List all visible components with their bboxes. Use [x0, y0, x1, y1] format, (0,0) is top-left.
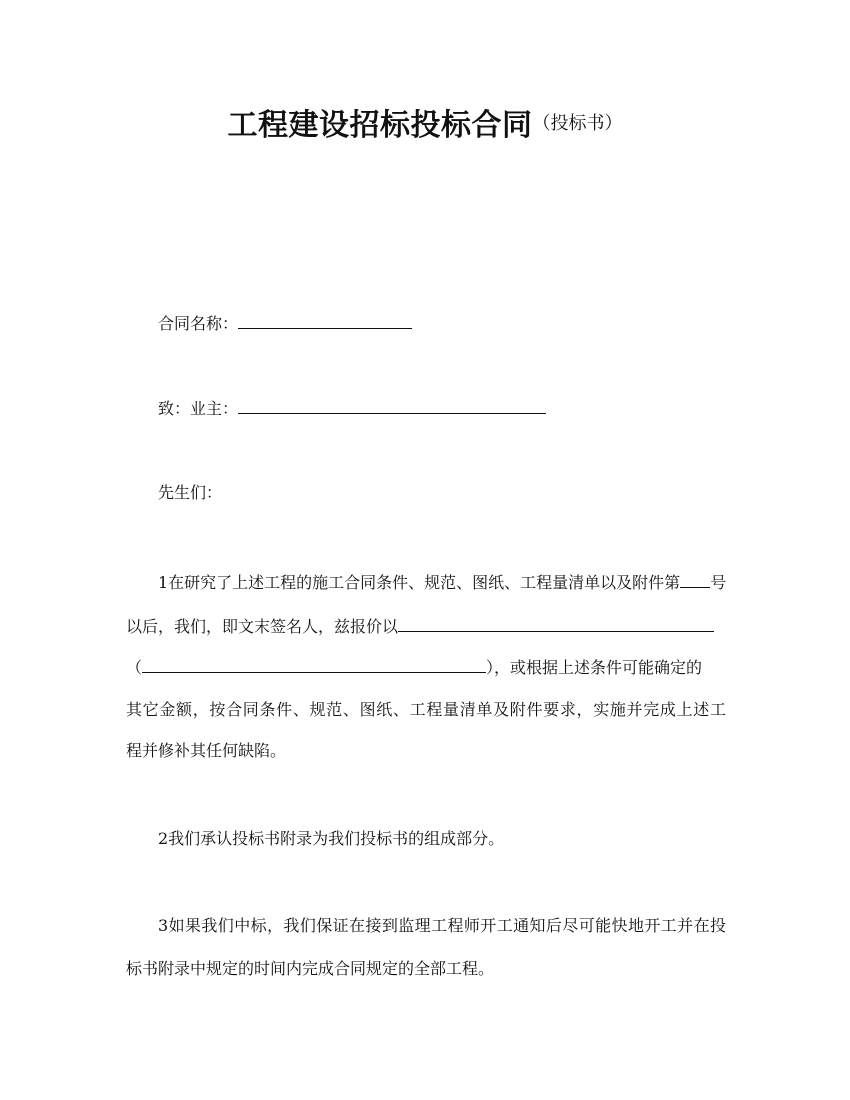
- document-subtitle: （投标书）: [532, 113, 623, 134]
- owner-line: [158, 397, 758, 419]
- owner-label: 致：业主：: [158, 399, 239, 418]
- attachment-number-blank: [680, 571, 710, 588]
- para3-line1: 3如果我们中标，我们保证在接到监理工程师开工通知后尽可能快地开工并在投: [158, 916, 726, 935]
- contract-name-line: [158, 312, 758, 334]
- price-blank: [398, 615, 714, 632]
- para1-line1: [158, 571, 758, 593]
- para1-line4: 其它金额，按合同条件、规范、图纸、工程量清单及附件要求，实施并完成上述工: [126, 700, 726, 719]
- para1-line1-tail: 号: [710, 573, 727, 592]
- price-words-blank: [142, 656, 486, 673]
- para1-line3-open: （: [126, 658, 143, 677]
- para1-line5: 程并修补其任何缺陷。: [126, 741, 287, 760]
- para1-line3: [126, 656, 726, 678]
- para3-line2: 标书附录中规定的时间内完成合同规定的全部工程。: [126, 959, 495, 978]
- contract-name-blank: [238, 312, 412, 329]
- para1-line1-text: 1在研究了上述工程的施工合同条件、规范、图纸、工程量清单以及附件第: [158, 573, 681, 592]
- para1-line3-text: ），或根据上述条件可能确定的: [486, 658, 703, 677]
- contract-name-label: 合同名称：: [158, 314, 239, 333]
- document-title-row: [0, 100, 850, 144]
- para2: 2我们承认投标书附录为我们投标书的组成部分。: [158, 829, 505, 848]
- owner-blank: [238, 397, 546, 414]
- greeting: 先生们：: [158, 483, 223, 502]
- document-title: 工程建设招标投标合同: [227, 108, 533, 143]
- para1-line2-text: 以后，我们，即文末签名人，兹报价以: [126, 617, 399, 636]
- para1-line2: [126, 615, 726, 637]
